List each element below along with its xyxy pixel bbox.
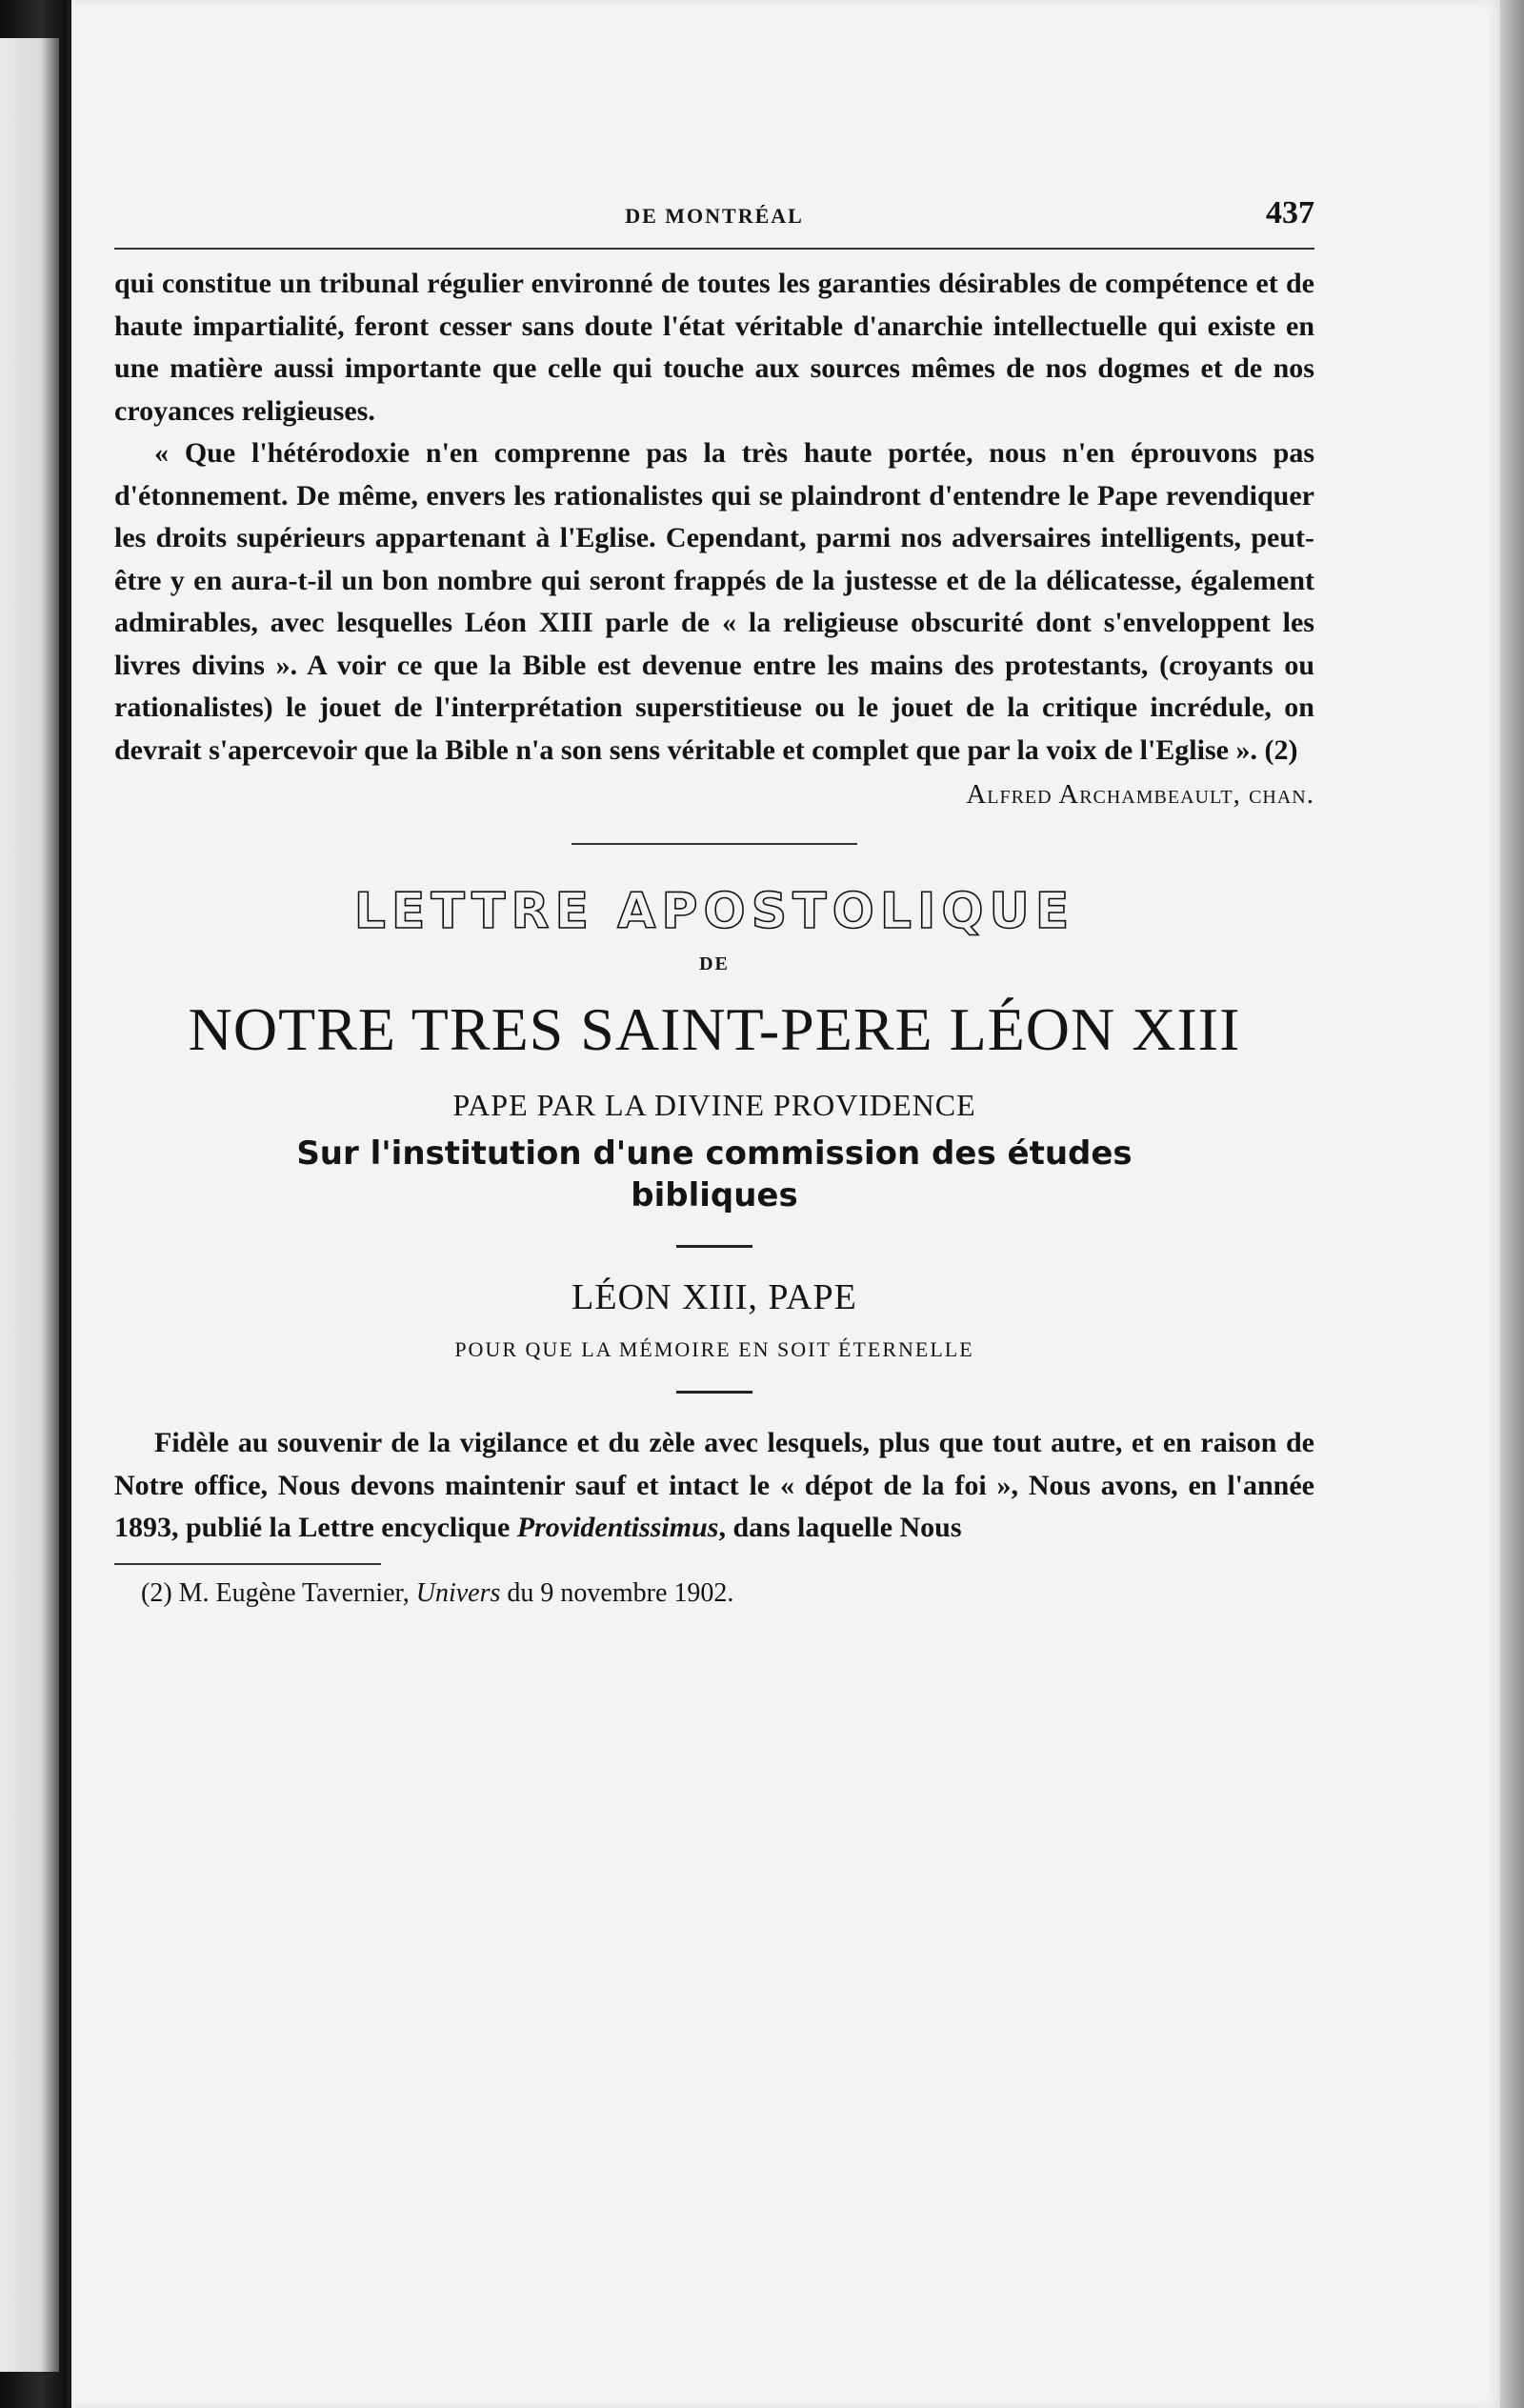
- footnote-source: Univers: [415, 1577, 501, 1608]
- letter-title: NOTRE TRES SAINT-PERE LÉON XIII: [188, 995, 1241, 1063]
- letter-heading: LETTRE APOSTOLIQUE: [353, 883, 1075, 940]
- page-number: 437: [1266, 195, 1314, 231]
- letter-body-end: , dans laquelle Nous: [718, 1512, 962, 1543]
- footnote-prefix: (2) M. Eugène Tavernier,: [141, 1577, 416, 1608]
- paragraph-1: qui constitue un tribunal régulier environné de toutes les garanties désirables de compétence et de haute impartialité, feront cesser sans doute l'état véritable d'anarchie intellectuelle qui existe en une matière aussi importante que celle qui touche aux sources mêmes de nos dogmes et de nos croyances religieuses.: [114, 268, 1314, 427]
- running-title: DE MONTRÉAL: [625, 204, 804, 228]
- letter-formula: POUR QUE LA MÉMOIRE EN SOIT ÉTERNELLE: [454, 1337, 974, 1361]
- header-rule: [114, 248, 1314, 250]
- letter-author-line: LÉON XIII, PAPE: [572, 1277, 857, 1317]
- title-divider-2: [676, 1391, 752, 1394]
- letter-subject: Sur l'institution d'une commission des études bibliques: [296, 1134, 1133, 1214]
- letter-body-start: Fidèle au souvenir de la vigilance et du zèle avec lesquels, plus que tout autre, et en raison de Notre office, Nous devons maintenir sauf et intact le « dépot de la foi », Nous avons, en l'année 1893, publié la Lettre encyclique: [114, 1427, 1314, 1543]
- title-divider-1: [676, 1245, 752, 1248]
- letter-subtitle: PAPE PAR LA DIVINE PROVIDENCE: [452, 1088, 976, 1122]
- footnote-rule: [114, 1563, 381, 1565]
- previous-page-edge: [0, 38, 59, 2372]
- section-divider: [572, 843, 857, 845]
- paragraph-2: « Que l'hétérodoxie n'en comprenne pas la très haute portée, nous n'en éprouvons pas d'étonnement. De même, envers les rationalistes qui se plaindront d'entendre le Pape revendiquer les droits supérieurs appartenant à l'Eglise. Cependant, parmi nos adversaires intelligents, peut-être y en aura-t-il un bon nombre qui seront frappés de la justesse et de la délicatesse, également admirables, avec lesquelles Léon XIII parle de « la religieuse obscurité dont s'enveloppent les livres divins ». A voir ce que la Bible est devenue entre les mains des protestants, (croyants ou rationalistes) le jouet de l'interprétation superstitieuse ou le jouet de la critique incrédule, on devrait s'apercevoir que la Bible n'a son sens véritable et complet que par la voix de l'Eglise ». (2): [114, 437, 1314, 766]
- page-edge-shadow: [1500, 0, 1524, 2408]
- running-head: [114, 191, 1314, 248]
- footnote-suffix: du 9 novembre 1902.: [500, 1577, 734, 1608]
- footnote: [141, 1578, 1314, 1609]
- letter-body: [114, 1422, 1314, 1550]
- letter-de: DE: [699, 953, 730, 974]
- page-content: [114, 191, 1314, 1609]
- letter-body-italic: Providentissimus: [516, 1512, 719, 1543]
- author-signature: Alfred Archambeault, chan.: [966, 779, 1314, 810]
